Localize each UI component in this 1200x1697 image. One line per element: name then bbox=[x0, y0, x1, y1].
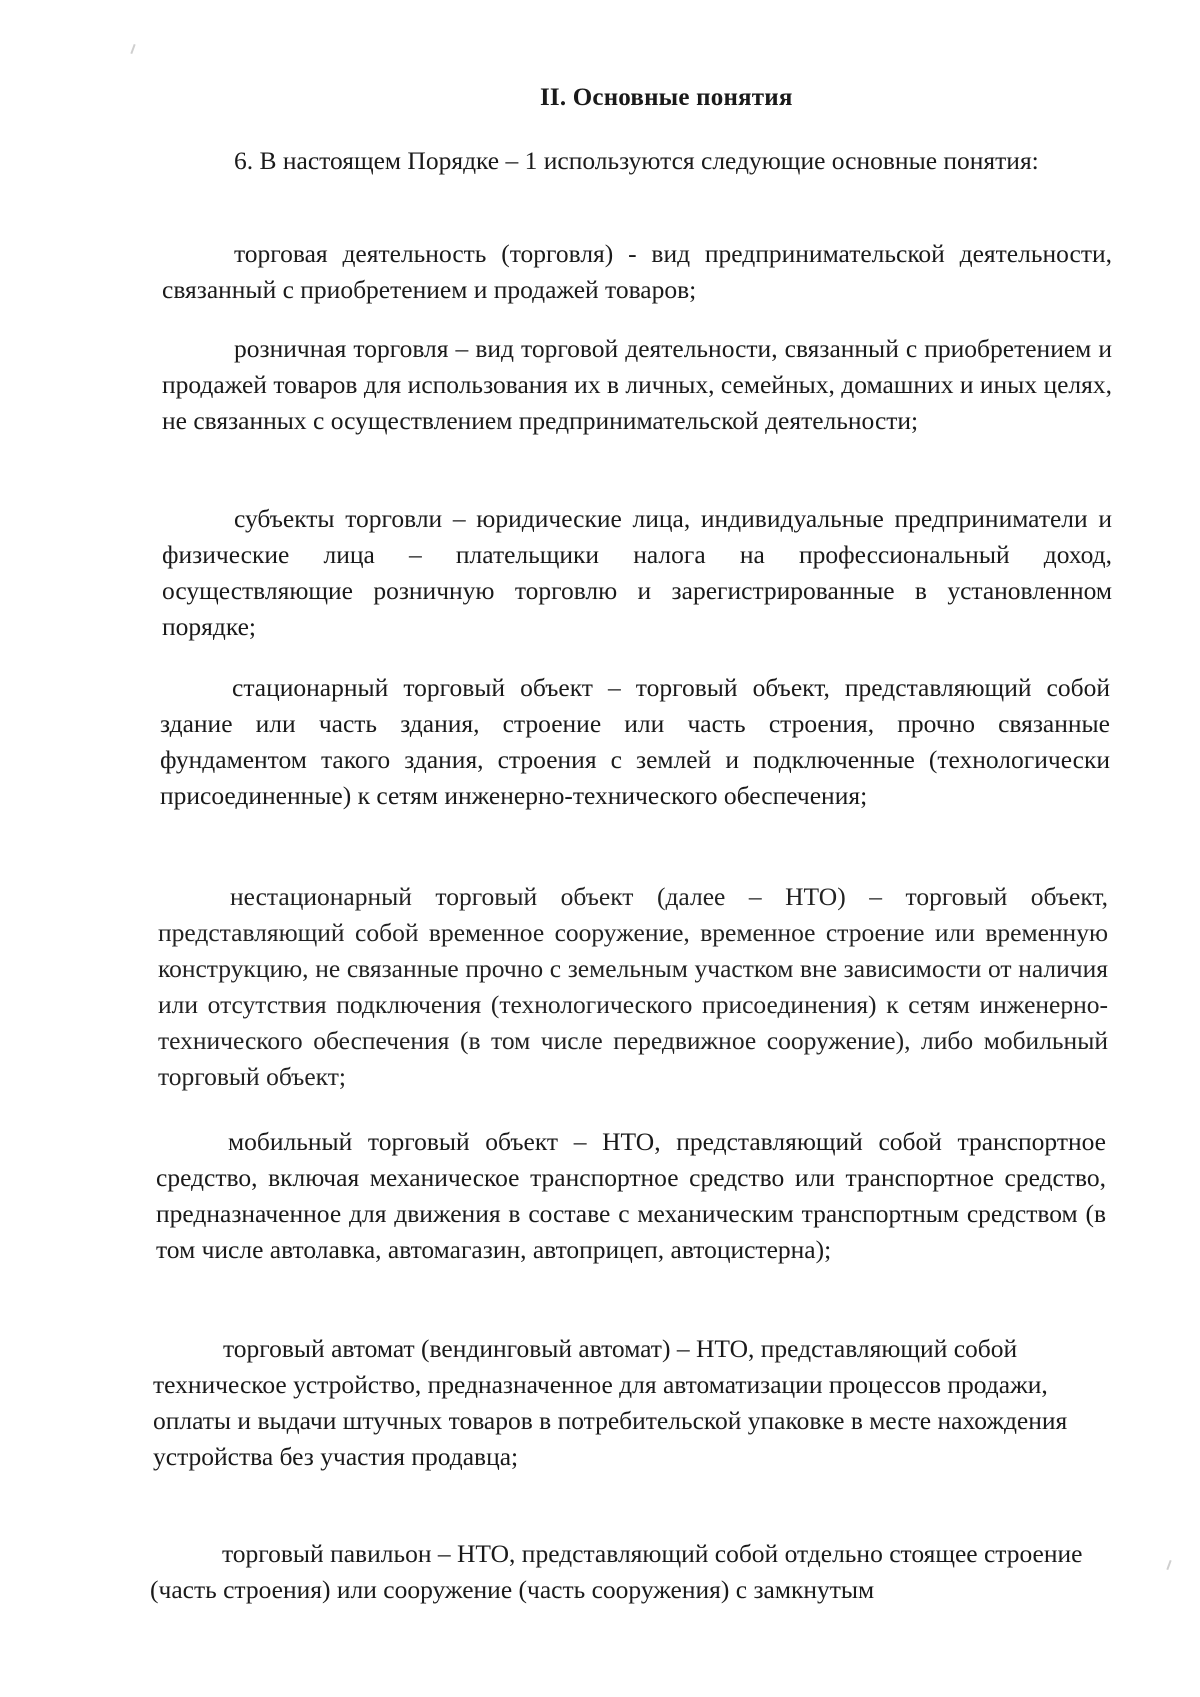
scan-mark bbox=[1166, 1560, 1171, 1570]
section-heading: II. Основные понятия bbox=[540, 84, 793, 111]
paragraph: 6. В настоящем Порядке – 1 используются следующие основные понятия: bbox=[234, 146, 1039, 175]
paragraph: торговая деятельность (торговля) - вид предпринимательской деятельности, связанный с приобретением и продажей товаров; bbox=[162, 239, 1112, 304]
paragraph: субъекты торговли – юридические лица, индивидуальные предприниматели и физические лица – плательщики налога на профессиональный доход, осуществляющие розничную торговлю и зарегистрированные в установленном порядке; bbox=[162, 504, 1112, 641]
paragraph: торговый павильон – НТО, представляющий собой отдельно стоящее строение (часть строения) или сооружение (часть сооружения) с замкнутым bbox=[150, 1539, 1083, 1604]
paragraph: стационарный торговый объект – торговый объект, представляющий собой здание или часть здания, строение или часть строения, прочно связанные фундаментом такого здания, строения с землей и подключенные (технологически присоединенные) к сетям инженерно-технического обеспечения; bbox=[160, 673, 1110, 810]
paragraph: торговый автомат (вендинговый автомат) – НТО, представляющий собой техническое устройство, предназначенное для автоматизации процессов продажи, оплаты и выдачи штучных товаров в потребительской упаковке в месте нахождения устройства без участия продавца; bbox=[153, 1334, 1068, 1471]
paragraph: мобильный торговый объект – НТО, представляющий собой транспортное средство, включая механическое транспортное средство или транспортное средство, предназначенное для движения в составе с механическим транспортным средством (в том числе автолавка, автомагазин, автоприцеп, автоцистерна); bbox=[156, 1127, 1106, 1264]
paragraph: розничная торговля – вид торговой деятельности, связанный с приобретением и продажей товаров для использования их в личных, семейных, домашних и иных целях, не связанных с осуществлением предпринимательской деятельности; bbox=[162, 334, 1112, 435]
scan-mark bbox=[130, 44, 135, 54]
paragraph: нестационарный торговый объект (далее – НТО) – торговый объект, представляющий собой временное сооружение, временное строение или временную конструкцию, не связанные прочно с земельным участком вне зависимости от наличия или отсутствия подключения (технологического присоединения) к сетям инженерно-технического обеспечения (в том числе передвижное сооружение), либо мобильный торговый объект; bbox=[158, 882, 1108, 1091]
